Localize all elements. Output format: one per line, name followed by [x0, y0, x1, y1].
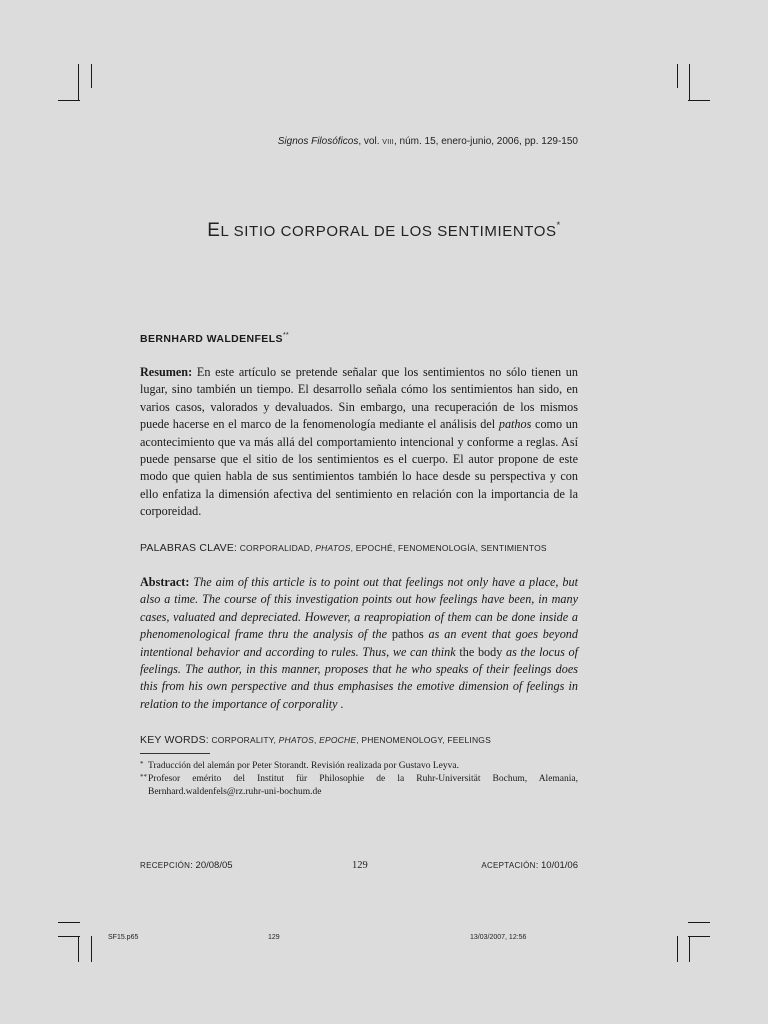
page-number: 129	[352, 860, 368, 871]
footnotes	[140, 760, 578, 799]
footnote-mark: **	[140, 773, 147, 781]
keyword: , PHENOMENOLOGY, FEELINGS	[356, 735, 491, 745]
author-name-text: BERNHARD WALDENFELS	[140, 333, 283, 345]
keyword: , EPOCHÉ, FENOMENOLOGÍA, SENTIMIENTOS	[350, 543, 547, 553]
footnote-divider	[140, 753, 210, 754]
issue-info: núm. 15, enero-junio, 2006, pp. 129-150	[399, 136, 578, 147]
title-initial: E	[207, 220, 221, 241]
slug-page: 129	[268, 934, 280, 941]
resumen-paragraph	[140, 364, 578, 521]
reception-date	[140, 860, 233, 871]
keyword: PHATOS	[278, 735, 314, 745]
abstract-text: as an event that goes beyond intentional behavior and according to rules. Thus, we can think	[140, 627, 578, 659]
reception-label: RECEPCIÓN	[140, 861, 191, 870]
keyword: EPOCHE	[319, 735, 357, 745]
resumen-text: como un acontecimiento que va más allá del comportamiento intencional y conforme a reglas. Así puede pensarse que el sitio de los sentimientos es el cuerpo. El autor propone de este modo que quien habla de sus sentimientos también lo hace desde su perspectiva y con ello enfatiza la dimensión afectiva del sentimiento en relación con la importancia de la corporeidad.	[140, 417, 578, 519]
footnote-text: Profesor emérito del Institut für Philosophie de la Ruhr-Universität Bochum, Alemania, Bernhard.waldenfels@rz.ruhr-uni-bochum.de	[148, 774, 578, 797]
keyword: CORPORALIDAD,	[237, 543, 316, 553]
crop-mark	[91, 936, 92, 962]
author-footnote-mark: **	[282, 332, 290, 339]
volume-number: VIII	[382, 139, 394, 146]
title-footnote-mark: *	[556, 220, 561, 230]
title-text: L SITIO CORPORAL DE LOS SENTIMIENTOS	[220, 223, 557, 240]
abstract-text: as the locus of feelings. The author, in this manner, proposes that he who speaks of their feelings does this from his own perspective and thus emphasises the emotive dimension of feelings in relation to the importance of corporality .	[140, 644, 578, 711]
author-name	[140, 332, 289, 345]
article-title	[0, 220, 768, 242]
crop-mark	[689, 64, 690, 100]
crop-mark	[688, 922, 710, 923]
footnote-mark: *	[140, 760, 144, 768]
crop-mark	[677, 936, 678, 962]
keyword: PHATOS	[315, 543, 351, 553]
slug-datetime: 13/03/2007, 12:56	[470, 934, 527, 941]
footnote	[140, 773, 578, 799]
reception-value: : 20/08/05	[190, 860, 233, 871]
crop-mark	[78, 64, 79, 100]
resumen-label: Resumen:	[140, 365, 193, 379]
resumen-italic: pathos	[498, 417, 532, 432]
crop-mark	[78, 936, 79, 962]
keyword: ,	[314, 735, 320, 745]
slug-filename: SF15.p65	[108, 934, 139, 941]
acceptance-label: ACEPTACIÓN	[481, 861, 536, 870]
resumen-text: En este artículo se pretende señalar que los sentimientos no sólo tienen un lugar, sino también un tiempo. El desarrollo señala cómo los sentimientos han sido, en varios casos, valorados y devaluados. Sin embargo, una recuperación de los mismos puede hacerse en el marco de la fenomenología mediante el análisis del	[140, 365, 578, 432]
crop-mark	[689, 936, 690, 962]
keyword: CORPORALITY,	[208, 735, 279, 745]
footnote	[140, 760, 578, 773]
crop-mark	[58, 936, 80, 937]
journal-name: Signos Filosóficos	[277, 136, 359, 147]
key-words-label: KEY WORDS:	[140, 734, 209, 746]
key-words	[140, 734, 491, 746]
abstract-label: Abstract:	[140, 575, 190, 589]
crop-mark	[58, 922, 80, 923]
palabras-clave	[140, 542, 547, 554]
volume-label: vol.	[363, 136, 380, 147]
acceptance-date	[481, 860, 578, 871]
footnote-text: Traducción del alemán por Peter Storandt. Revisión realizada por Gustavo Leyva.	[148, 761, 459, 771]
crop-mark	[91, 64, 92, 88]
abstract-upright: pathos	[391, 627, 424, 642]
abstract-upright: the body	[459, 644, 503, 659]
crop-mark	[688, 100, 710, 101]
crop-mark	[688, 936, 710, 937]
crop-mark	[677, 64, 678, 88]
acceptance-value: : 10/01/06	[535, 860, 578, 871]
palabras-clave-label: PALABRAS CLAVE:	[140, 542, 238, 554]
running-header: Signos Filosóficos, vol. VIII, núm. 15, enero-junio, 2006, pp. 129-150	[277, 136, 578, 147]
abstract-paragraph	[140, 574, 578, 713]
crop-mark	[58, 100, 80, 101]
abstract-text: The aim of this article is to point out that feelings not only have a place, but also a time. The course of this investigation points out how feelings have been, in many cases, valuated and depreciated. However, a reapropiation of them can be done inside a phenomenological frame thru the analysis of the	[140, 575, 578, 642]
